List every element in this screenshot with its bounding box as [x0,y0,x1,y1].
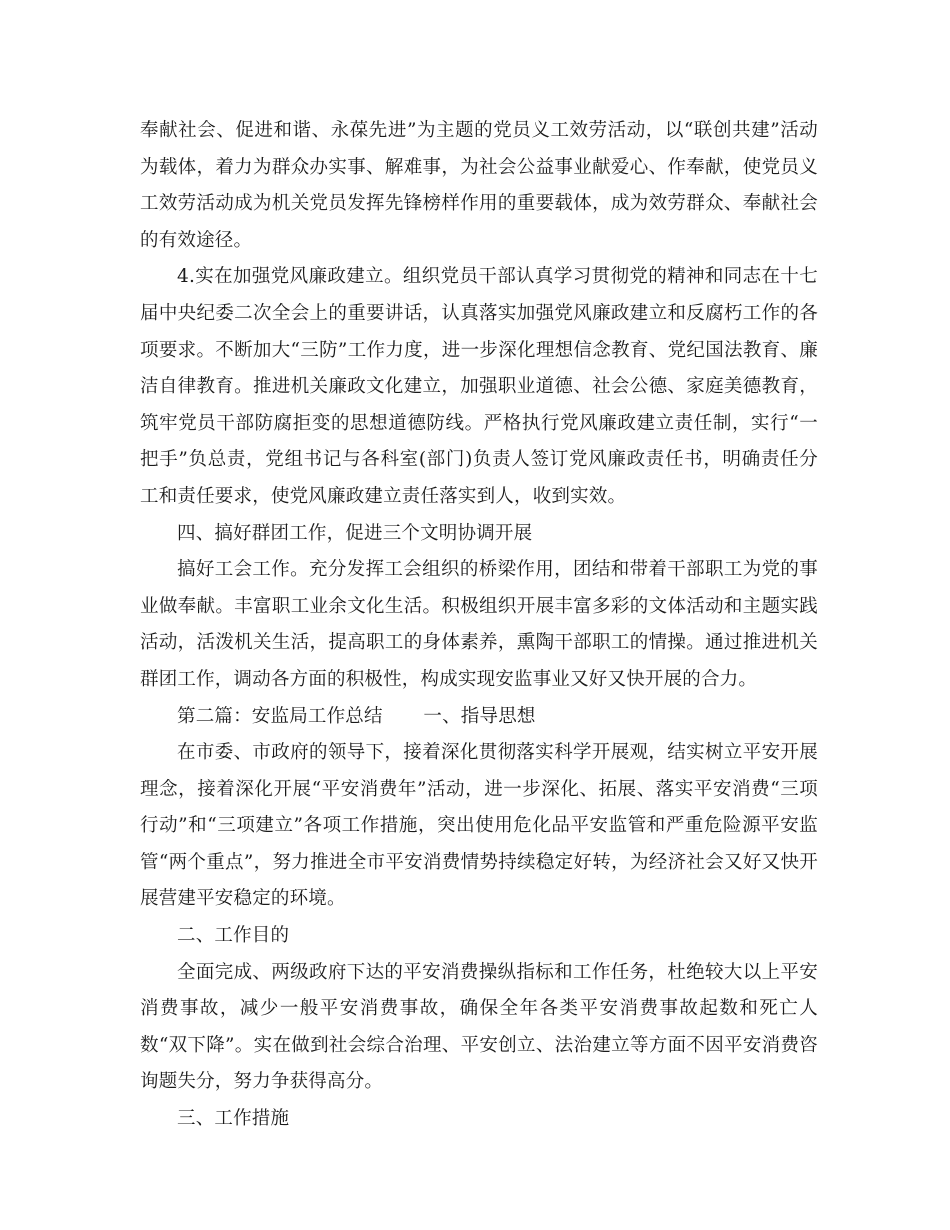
section-heading-group-work: 四、搞好群团工作，促进三个文明协调开展 [177,522,533,544]
section-heading-part-two [140,699,818,736]
paragraph-clean-government: 4.实在加强党风廉政建立。组织党员干部认真学习贯彻党的精神和同志在十七届中央纪委二次全会上的重要讲话，认真落实加强党风廉政建立和反腐朽工作的各项要求。不断加大“三防”工作力度，进一步深化理想信念教育、党纪国法教育、廉洁自律教育。推进机关廉政文化建立，加强职业道德、社会公德、家庭美德教育，筑牢党员干部防腐拒变的思想道德防线。严格执行党风廉政建立责任制，实行“一把手”负总责，党组书记与各科室(部门)负责人签订党风廉政责任书，明确责任分工和责任要求，使党风廉政建立责任落实到人，收到实效。 [140,266,818,507]
paragraph-work-goals: 全面完成、两级政府下达的平安消费操纵指标和工作任务，杜绝较大以上平安消费事故，减少一般平安消费事故，确保全年各类平安消费事故起数和死亡人数“双下降”。实在做到社会综合治理、平安创立、法治建立等方面不因平安消费咨询题失分，努力争获得高分。 [140,961,818,1093]
paragraph-union-work: 搞好工会工作。充分发挥工会组织的桥梁作用，团结和带着干部职工为党的事业做奉献。丰富职工业余文化生活。积极组织开展丰富多彩的文体活动和主题实践活动，活泼机关生活，提高职工的身体素养，熏陶干部职工的情操。通过推进机关群团工作，调动各方面的积极性，构成实现安监事业又好又快开展的合力。 [140,559,818,690]
part-two-title: 第二篇：安监局工作总结 [177,705,383,727]
section-heading-work-goals: 二、工作目的 [177,925,290,947]
guiding-ideology-heading: 一、指导思想 [423,705,536,727]
paragraph-volunteer-service: 奉献社会、促进和谐、永葆先进”为主题的党员义工效劳活动，以“联创共建”活动为载体，着力为群众办实事、解难事，为社会公益事业献爱心、作奉献，使党员义工效劳活动成为机关党员发挥先锋榜样作用的重要载体，成为效劳群众、奉献社会的有效途径。 [140,120,818,251]
document-body [140,113,818,1138]
section-heading-work-measures: 三、工作措施 [177,1108,290,1130]
paragraph-guiding-ideology: 在市委、市政府的领导下，接着深化贯彻落实科学开展观，结实树立平安开展理念，接着深化开展“平安消费年”活动，进一步深化、拓展、落实平安消费“三项行动”和“三项建立”各项工作措施，突出使用危化品平安监管和严重危险源平安监管“两个重点”，努力推进全市平安消费情势持续稳定好转，为经济社会又好又快开展营建平安稳定的环境。 [140,742,818,910]
